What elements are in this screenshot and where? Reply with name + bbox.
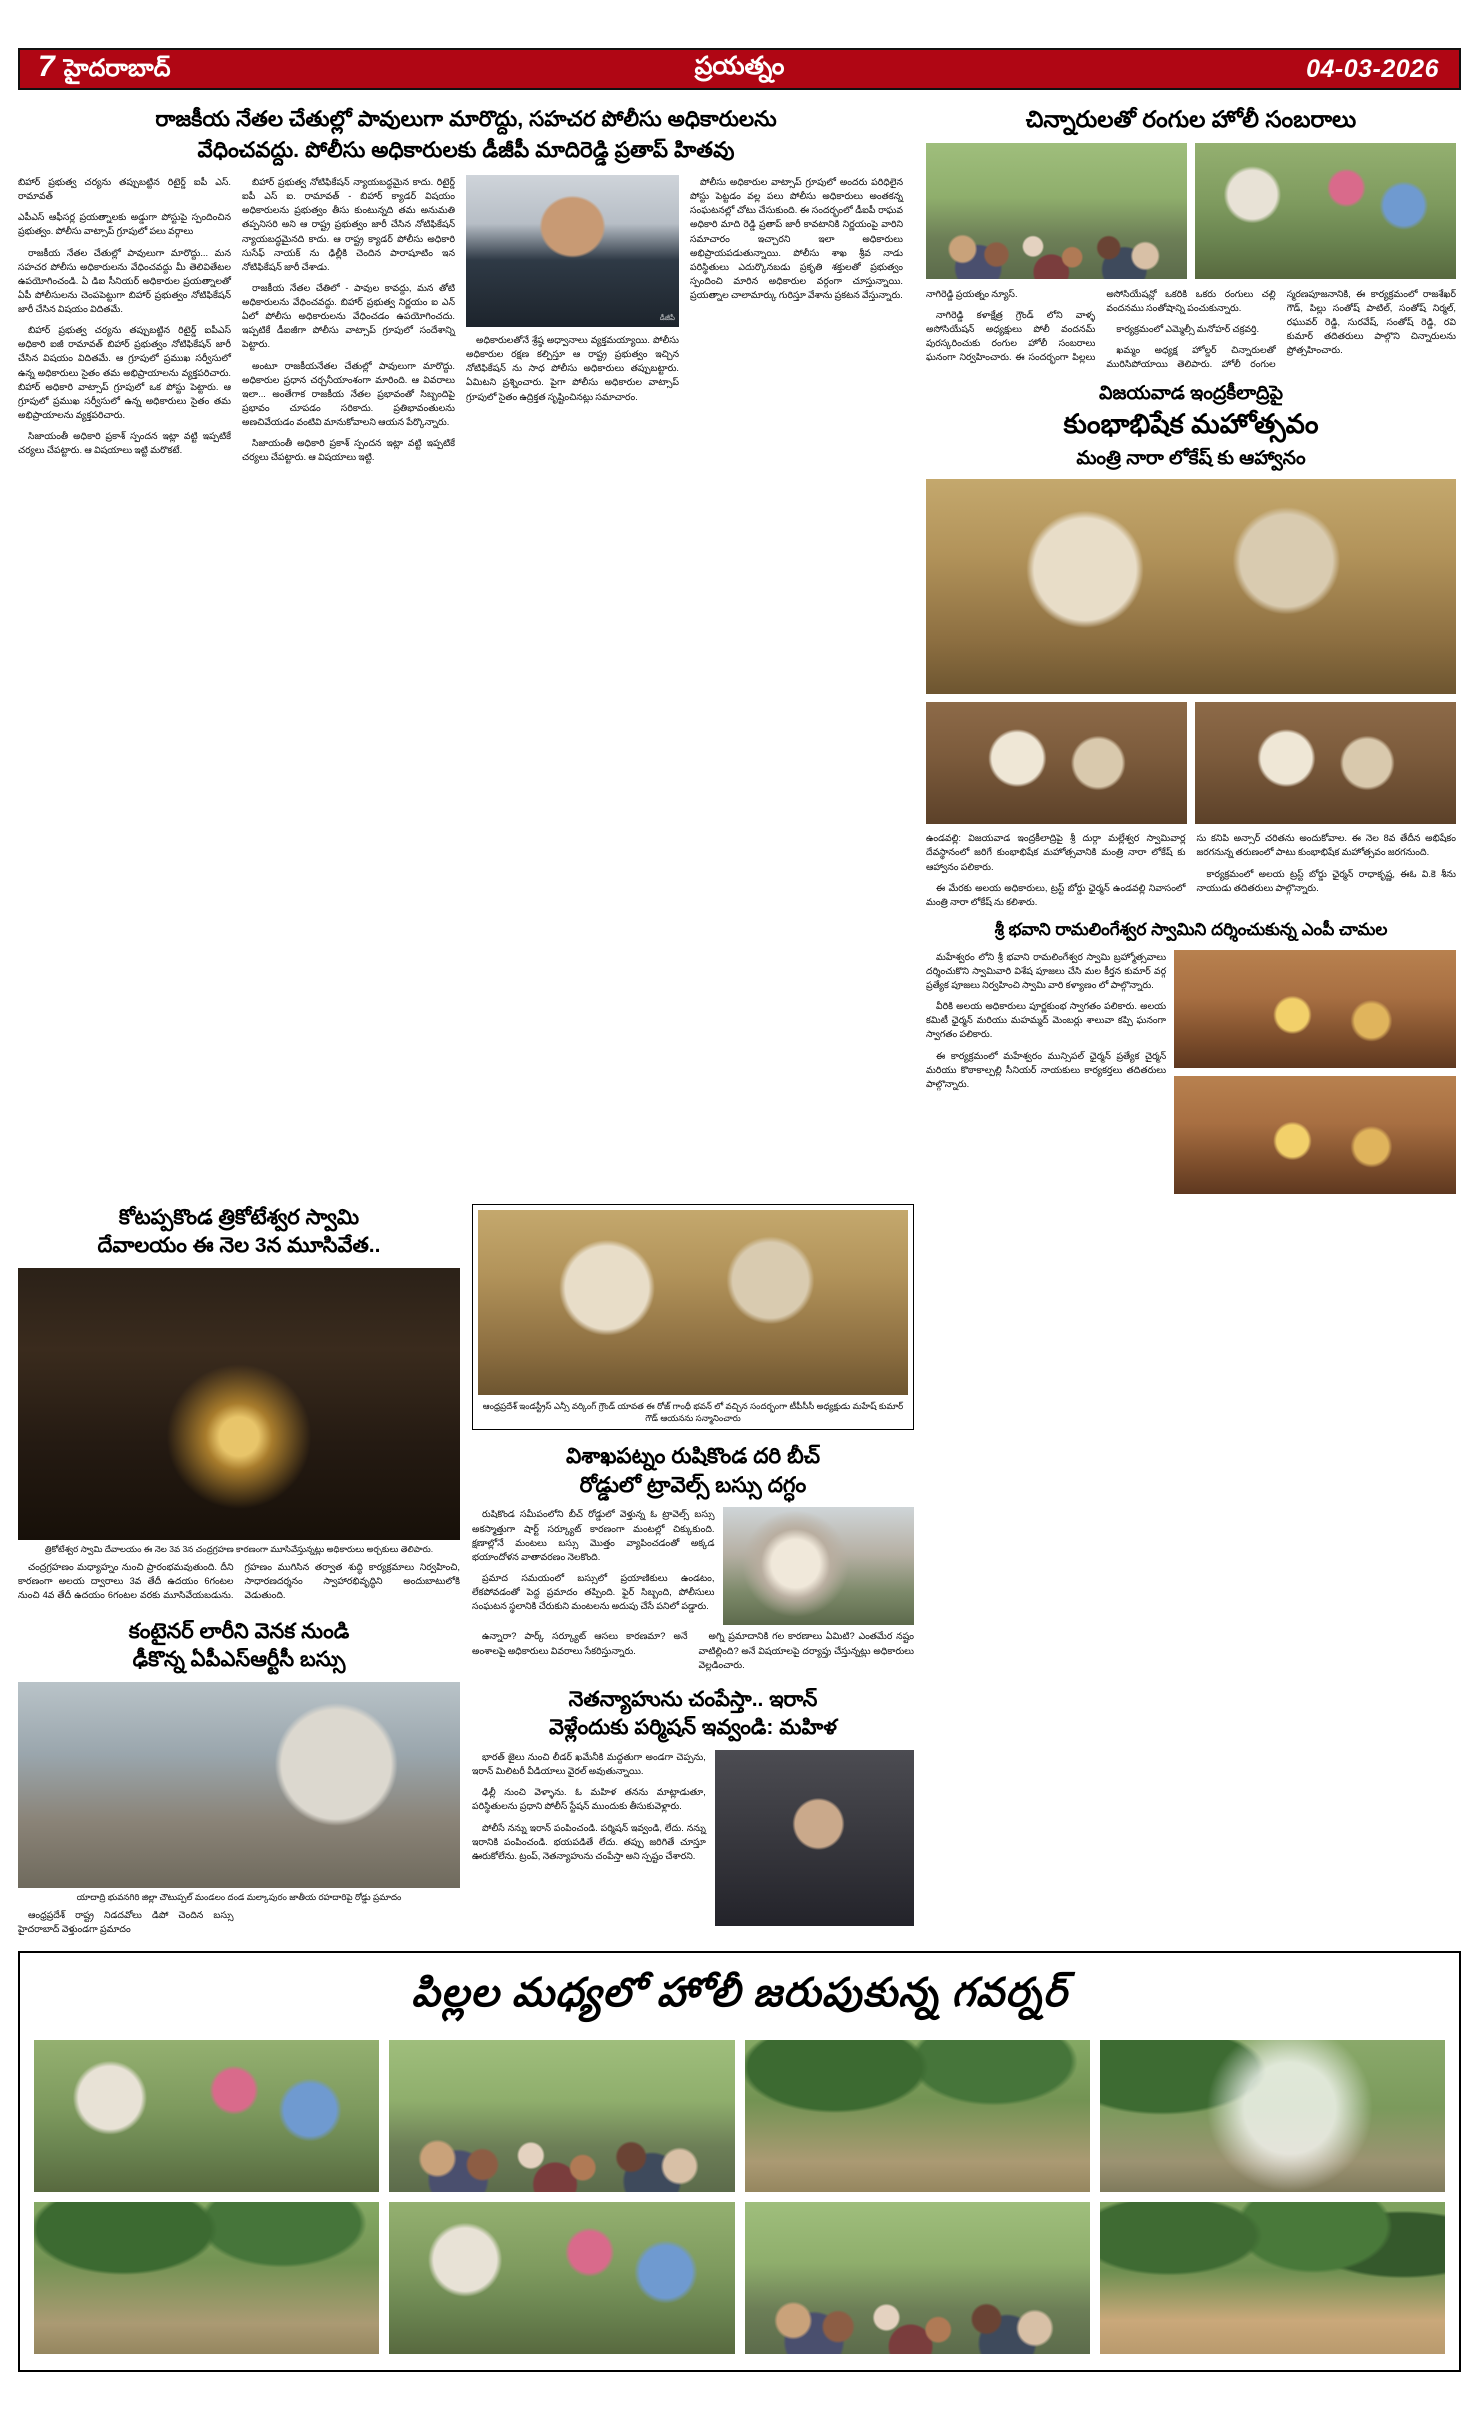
vijayawada-kicker: విజయవాడ ఇంద్రకీలాద్రిపై	[1099, 383, 1283, 405]
page-number: 7	[38, 50, 54, 83]
vijayawada-para-3: సు కనిపి అన్సార్ చరితను అందుకోవాల. ఈ నెల 8వ తేదీన అభిషేకం జరగనున్న తరుణంలో పాటు కుంభాభిషేక మహోత్సవం జరగనుంది.	[1196, 833, 1456, 858]
kotappakonda-headline	[18, 1204, 460, 1260]
bhavani-para-2: వీరికి అలయ అధికారులు పూర్ణకుంభ స్వాగతం పలికారు. అలయ కమిటీ ఛైర్మన్ మరియు మహమ్మద్ మెంబర్లు శాలువా కప్పి ఘనంగా స్వాగతం పలికారు.	[926, 1001, 1167, 1040]
container-lorry-headline	[18, 1618, 460, 1674]
lead-para-3: రాజకీయ నేతల చేతుల్లో పావులుగా మారొద్దు... మన సహచర పోలీసు అధికారులను వేధించవద్దు మీ తెలివితేటల ఉపయోగించండి. ఏ డిఐ సీనియర్ అధికారుల ప్రయత్నాలతో ఏపీ పోలీసులను చెంపపెట్టుగా బిహార్ ప్రభుత్వం నోటిఫికేషన్ జారీ చేసిన విషయం విదితమే.	[18, 247, 231, 315]
bus-fire-line2: రోడ్డులో ట్రావెల్స్ బస్సు దగ్ధం	[579, 1472, 807, 1497]
middle-column	[472, 1204, 914, 1926]
apiic-caption: ఆంధ్రప్రదేశ్ ఇండస్ట్రీస్ ఎన్సీ వర్కింగ్ గ్రౌండ్ యావత ఈ రోజ్ గాంధీ భవన్ లో వచ్చిన సందర్భంగా టీపీసీసీ అధ్యక్షుడు మహేష్ కుమార్ గౌడ్ ఆయనను సన్మానించారు	[482, 1400, 904, 1423]
kotappakonda-headline-line2: దేవాలయం ఈ నెల 3న మూసివేత..	[97, 1233, 381, 1257]
bus-fire-para-3: ఉన్నారా? పార్క్ సర్క్యూట్ ఆసలు కారణమా? అనే అంశాలపై అధికారులు వివరాలు సేకరిస్తున్నారు.	[472, 1631, 688, 1656]
vijayawada-headline: కుంభాభిషేక మహోత్సవం	[1063, 409, 1319, 440]
bus-fire-headline	[472, 1442, 914, 1500]
holi-para-2: నాగిరెడ్డి కళాక్షేత్ర గ్రౌండ్ లోని వాళ్ళ అసోసియేషన్ అధ్యక్షులు పోలీ వందనమ్ పురస్కరించుకు రంగుల హోలీ సంబరాలు ఘనంగా నిర్వహించారు. ఈ సందర్భంగా పిల్లలు అసోసియేషన్లో ఒకరికి ఒకరు రంగులు చల్లి వందనము సంతోషాన్ని పంచుకున్నారు.	[926, 288, 1276, 363]
lead-para-4: బిహార్ ప్రభుత్వ చర్యను తప్పుబట్టిన రిటైర్డ్ ఐపీఎస్ అధికారి ఐజీ రామావత్ బిహార్ ప్రభుత్వం నోటిఫికేషన్ జారీ చేసిన విషయం విదితమే. ఆ గ్రూపులో ప్రముఖ సర్వీసులో ఉన్న అధికారులు సైతం తమ అభిప్రాయాలను వ్యక్తపరిచారు. బిహార్ అధికారి వాట్సాప్ గ్రూపులో ఒక పోస్టు పెట్టారు. ఆ గ్రూపులో ప్రముఖ సర్వీసులో ఉన్న అధికారులు సైతం తమ అభిప్రాయాలను వ్యక్తపరిచారు.	[18, 325, 231, 420]
holi-para-3: కార్యక్రమంలో ఎమ్మెల్సీ మనోహర్ చక్రవర్తి.	[1116, 324, 1260, 335]
governor-photo-5	[34, 2202, 379, 2354]
lead-story	[18, 104, 914, 471]
lead-para-9: సిజాయంతీ అధికారి ప్రకాశ్ స్పందన ఇట్లా వట్టి ఇప్పటికే చర్యలు చేపట్టారు. ఆ విషయాలు ఇట్టి.	[242, 438, 455, 463]
masthead-left	[20, 50, 320, 88]
kotappakonda-photo	[18, 1268, 460, 1540]
lead-headline	[18, 104, 914, 165]
holi-para-4: ఖమ్మం అధ్యక్ష హోల్డర్ చిన్నారులతో మురిసిపోయాయి తెలిపారు. హోలీ రంగుల స్మరణపూజనానికి, ఈ కార్యక్రమంలో రాజశేఖర్ గౌడ్, పిల్లు సంతోష్ పాటిల్, సంతోష్ నిర్మల్, రఘువర్ రెడ్డి, సురవేష్, సంతోష్ రెడ్డి, రవి కుమార్ తదితరులు పాల్గొని చిన్నారులను ప్రోత్సహించారు.	[1106, 288, 1456, 370]
lead-headline-line2: వేధించవద్దు. పోలీసు అధికారులకు డీజీపీ మాదిరెడ్డి ప్రతాప్ హితవు	[197, 137, 735, 162]
lead-para-7: రాజకీయ నేతల చేతిలో - పావుల కావద్దు, మన తోటి అధికారులను వేధించవద్దు. బిహార్ ప్రభుత్వ నిర్ణయం ఐ ఎన్ ఏలో పోలీసు అధికారులను వేధించడం ఉపయోగించదు. ఇప్పటికే డీఐజీగా పోలీసు వాట్సాప్ గ్రూపులో సందేశాన్ని పెట్టారు.	[242, 282, 455, 350]
iran-line2: వెళ్లేందుకు పర్మిషన్ ఇవ్వండి: మహిళ	[549, 1715, 837, 1739]
bhavani-photo-2	[1174, 1076, 1456, 1194]
holi-children-headline: చిన్నారులతో రంగుల హోలీ సంబరాలు	[1025, 106, 1357, 132]
vijayawada-subhead: మంత్రి నారా లోకేష్ కు ఆహ్వానం	[1076, 447, 1306, 469]
bus-fire-para-4: అగ్ని ప్రమాదానికి గల కారణాలు ఏమిటి? ఎంతమేర నష్టం వాటిల్లింది? అనే విషయాలపై దర్యాప్తు చేస్తున్నట్లు అధికారులు వెల్లడించారు.	[698, 1631, 914, 1670]
container-lorry-photo	[18, 1682, 460, 1888]
governor-photo-8	[1100, 2202, 1445, 2354]
kotappakonda-headline-line1: కోటప్పకొండ త్రికోటేశ్వర స్వామి	[118, 1205, 360, 1229]
left-column	[18, 1204, 460, 1937]
lead-para-5: సిజాయంతీ అధికారి ప్రకాశ్ స్పందన ఇట్లా వట్టి ఇప్పటికే చర్యలు చేపట్టారు. ఆ విషయాలు ఇట్టి మరొకటే.	[18, 431, 231, 456]
dgp-photo-label: డీజీపీ	[659, 315, 675, 323]
vijayawada-photo-main	[926, 479, 1456, 694]
iran-para-3: పోలీసే నన్ను ఇరాన్ పంపించండి. పర్మిషన్ ఇవ్వండి, లేదు. నన్ను ఇరానికి పంపించండి. భయపడితే లేదు. తప్పు జరిగితే చూస్తూ ఊరుకోలేను. ట్రంప్, నెతన్యాహును చంపేస్తా అని స్పష్టం చేశారని.	[472, 1822, 706, 1861]
lead-headline-line1: రాజకీయ నేతల చేతుల్లో పావులుగా మారొద్దు, సహచర పోలీసు అధికారులను	[155, 107, 777, 131]
newspaper-page	[0, 48, 1479, 2412]
holi-para-1: నాగిరెడ్డి ప్రయత్నం న్యూస్.	[926, 288, 1018, 299]
lead-para-1: బిహార్ ప్రభుత్వ చర్యను తప్పుబట్టిన రిటైర్డ్ ఐపీ ఎస్. రామావత్	[18, 177, 231, 202]
governor-photo-2	[389, 2040, 734, 2192]
iran-para-2: ఢిల్లీ నుంచి వెళ్ళాను. ఓ మహిళ తనను మాట్లాడుతూ, పరిస్థితులను ప్రధాని పోలీస్ స్టేషన్ ముందుకు తీసుకువెళ్లారు.	[472, 1787, 706, 1812]
container-lorry-line1: కంటైనర్ లారీని వెనక నుండి	[128, 1619, 350, 1643]
lead-para-11: పోలీసు అధికారుల వాట్సాప్ గ్రూపులో అందరు పరిధిలైన పోస్టు పెట్టడం వల్ల పలు పోలీసు అధికారులు అంతకన్న సంఘటనల్లో చోటు చేసుకుంది. ఈ సందర్భంలో డీఐపీ రాఘవ అధికారి మాది రెడ్డి ప్రతాప్ జారీ కావటానికి నిర్ణయంపై వారిని సమాచారం ఇచ్చారని ఇలా అధికారులు అభిప్రాయపడుతున్నాయి. పోలీసు శాఖ శ్రీవ నాడు పరిస్థితులు ఎదుర్కొనబడు ప్రకృతి శక్తులతో ప్రభుత్వం స్పందించి మారిన అధికారుల వర్గంగా చూస్తున్నాయి. ప్రయత్నాల చాలామార్కు గురిస్తూ వేశాను ప్రకటన వేస్తున్నారు.	[690, 177, 903, 301]
masthead-date: 04-03-2026	[1306, 54, 1439, 83]
governor-photo-gallery	[34, 2040, 1445, 2354]
bhavani-para-3: ఈ కార్యక్రమంలో మహేశ్వరం మున్సిపల్ ఛైర్మన్ ప్రత్యేక చైర్మన్ మరియు కొఠాకాల్పల్లి సీనియర్ నాయకులు కార్యకర్తలు తదితరులు పాల్గొన్నారు.	[926, 1050, 1167, 1089]
iran-para-1: భారత్ జైలు నుంచి లీడర్ ఖమేనీకి మద్దతుగా అండగా చెప్పను, ఇరాన్ మిలిటరీ వీడియాలు వైరల్ అవుతున్నాయి.	[472, 1752, 706, 1777]
vijayawada-para-4: కార్యక్రమంలో అలయ ట్రస్ట్ బోర్డు ఛైర్మన్ రాధాకృష్ణ, ఈఓ వి.కె శీను నాయుడు తదితరులు పాల్గొన్నారు.	[1196, 868, 1456, 893]
governor-photo-6	[389, 2202, 734, 2354]
holi-children-story	[926, 104, 1456, 1194]
middle-section	[18, 1204, 1461, 1937]
iran-line1: నెతన్యాహును చంపేస్తా.. ఇరాన్	[568, 1687, 818, 1711]
lead-para-8: అంటూ రాజకీయనేతల చేతుల్లో పావులుగా మారొద్దు. అధికారుల ప్రధాన చర్చనీయాంశంగా మారింది. ఆ వివరాలు ఇలా... అంతేగాక రాజకీయ నేతల ప్రభావంతో సిబ్బందిపై ప్రభావం చూపడం సరికాదు. ప్రతిభావంతులను అణచివేయడం వంటివి మానుకోవాలని ఆయన పేర్కొన్నారు.	[242, 360, 455, 428]
bhavani-headline: శ్రీ భవాని రామలింగేశ్వర స్వామిని దర్శించుకున్న ఎంపీ చామల	[994, 919, 1388, 939]
edition-city: హైదరాబాద్	[63, 55, 171, 82]
lead-para-6: బిహార్ ప్రభుత్వ నోటిఫికేషన్ న్యాయబద్ధమైన కాదు. రిటైర్డ్ ఐపీ ఎస్ ఐ. రామావత్ - బిహార్ క్యాడర్ విషయం అధికారులను ప్రభుత్వం తీసు కుంటున్నది తమ అనుమతి తప్పనిసరి అని ఆ రాష్ట్ర ప్రభుత్వం జారీ చేసిన నోటిఫికేషన్ న్యాయబద్ధమైనది కాదు. ఆ రాష్ట్ర క్యాడర్ పోలీసు అధికారి సుసేఫ్ నాయక్ ను ఢిల్లీకి చెందిన పారాషూటిం ఇన నోటిఫికేషన్ జారీ చేశాడు.	[242, 177, 455, 272]
container-lorry-para-1: ఆంధ్రప్రదేశ్ రాష్ట్ర నిడదవోలు డిపో చెందిన బస్సు హైదరాబాద్ వెళ్తుండగా ప్రమాదం	[18, 1910, 234, 1935]
governor-photo-3	[745, 2040, 1090, 2192]
governor-banner-headline: పిల్లల మధ్యలో హోలీ జరుపుకున్న గవర్నర్	[411, 1970, 1068, 2015]
iran-woman-photo	[715, 1750, 914, 1926]
lead-para-2: ఎపీఎస్ ఆఫీసర్ల ప్రయత్నాలకు అడ్డుగా పోస్టుపై స్పందించిన ప్రభుత్వం. పోలీసు వాట్సాప్ గ్రూపులో పలు వర్గాలు	[18, 212, 231, 237]
holi-photo-2	[1195, 143, 1456, 279]
bus-fire-para-2: ప్రమాద సమయంలో బస్సులో ప్రయాణికులు ఉండటం, లేకపోవడంతో పెద్ద ప్రమాదం తప్పింది. ఫైర్ సిబ్బంది, పోలీసులు సంఘటన స్థలానికి చేరుకుని మంటలను అదుపు చేసే పనిలో పడ్డారు.	[472, 1572, 715, 1612]
iran-headline	[472, 1686, 914, 1742]
container-lorry-line2: ఢీకొన్న ఏపీఎస్ఆర్టీసీ బస్సు	[132, 1648, 346, 1672]
governor-photo-1	[34, 2040, 379, 2192]
masthead	[18, 48, 1461, 90]
vijayawada-para-1: ఉండవల్లి: విజయవాడ ఇంద్రకీలాద్రిపై శ్రీ దుర్గా మల్లేశ్వర స్వామివార్ల దేవస్థానంలో జరిగే కుంభాభిషేక మహోత్సవానికి మంత్రి నారా లోకేష్ కు ఆహ్వానం పలికారు.	[926, 833, 1186, 872]
bhavani-photo-1	[1174, 950, 1456, 1068]
lead-para-10: అధికారులతోనే శ్రేష్ఠ అధ్వానాలు వ్యక్తమయ్యాయి. పోలీసు అధికారుల రక్షణ కల్పిస్తూ ఆ రాష్ట్ర ప్రభుత్వం ఇచ్చిన నోటిఫికేషన్ ను సాధ పోలీసు అధికారులు తప్పుబట్టారు. ఏమిటని ప్రశ్నించారు. పైగా పోలీసు అధికారుల వాట్సాప్ గ్రూపులో సైతం ఉద్రిక్తత సృష్టించినట్లు సమాచారం.	[466, 335, 679, 402]
holi-photo-1	[926, 143, 1187, 279]
governor-photo-7	[745, 2202, 1090, 2354]
dgp-photo	[466, 175, 679, 327]
kotappakonda-para-1: చంద్రగ్రహణం మధ్యాహ్నం నుంచి ప్రారంభమవుతుంది. దీని కారణంగా అలయ ద్వారాలు 3వ తేదీ ఉదయం 6గంటల నుంచి 4వ తేదీ ఉదయం 6గంటల వరకు మూసివేయబడును. గ్రహణం ముగిసిన తర్వాత శుద్ధి కార్యక్రమాలు నిర్వహించి, సాధారణదర్శనం స్వాహారభివృద్ధిని అందుబాటులోకి వెడుతుంది.	[18, 1562, 460, 1601]
container-lorry-caption: యాదాద్రి భువనగిరి జిల్లా చౌటుప్పల్ మండలం దండ మల్కాపురం జాతీయ రహదారిపై రోడ్డు ప్రమాదం	[76, 1892, 402, 1903]
bhavani-para-1: మహేశ్వరం లోని శ్రీ భవాని రామలింగేశ్వర స్వామి బ్రహ్మోత్సవాలు దర్శించుకొని స్వామివారి విశేష పూజలు చేసి మల కీర్తన కుమార్ వర్గ ప్రత్యేక పూజలు నిర్వహించి స్వామి వారి కళ్యాణం లో పాల్గొన్నారు.	[926, 951, 1167, 991]
kotappakonda-caption: త్రికోటేశ్వర స్వామి దేవాలయం ఈ నెల 3వ 3న చంద్రగ్రహణ కారణంగా మూసివేస్తున్నట్లు అధికారులు అర్చకులు తెలిపారు.	[44, 1544, 434, 1555]
vijayawada-para-2: ఈ మేరకు అలయ అధికారులు, ట్రస్ట్ బోర్డు ఛైర్మన్ ఉండవల్లి నివాసంలో మంత్రి నారా లోకేష్ ను కలిశారు.	[926, 882, 1186, 907]
governor-banner	[18, 1951, 1461, 2372]
bus-fire-para-1: రుషికొండ సమీపంలోని బీచ్ రోడ్డులో వెళ్తున్న ఓ ట్రావెల్స్ బస్సు అకస్మాత్తుగా షార్ట్ సర్క్యూట్ కారణంగా మంటల్లో చిక్కుకుంది. క్షణాల్లోనే మంటలు బస్సు మొత్తం వ్యాపించడంతో అక్కడ భయాందోళన వాతావరణం నెలకొంది.	[472, 1509, 715, 1562]
governor-photo-4	[1100, 2040, 1445, 2192]
apiic-photo-block	[472, 1204, 914, 1430]
masthead-title: ప్రయత్నం	[694, 51, 785, 80]
top-section	[18, 104, 1461, 1194]
bus-fire-line1: విశాఖపట్నం రుషికొండ దరి బీచ్	[565, 1443, 821, 1468]
vijayawada-photo-2	[926, 702, 1187, 824]
vijayawada-photo-3	[1195, 702, 1456, 824]
apiic-photo	[478, 1210, 908, 1395]
bus-fire-photo	[723, 1507, 914, 1625]
